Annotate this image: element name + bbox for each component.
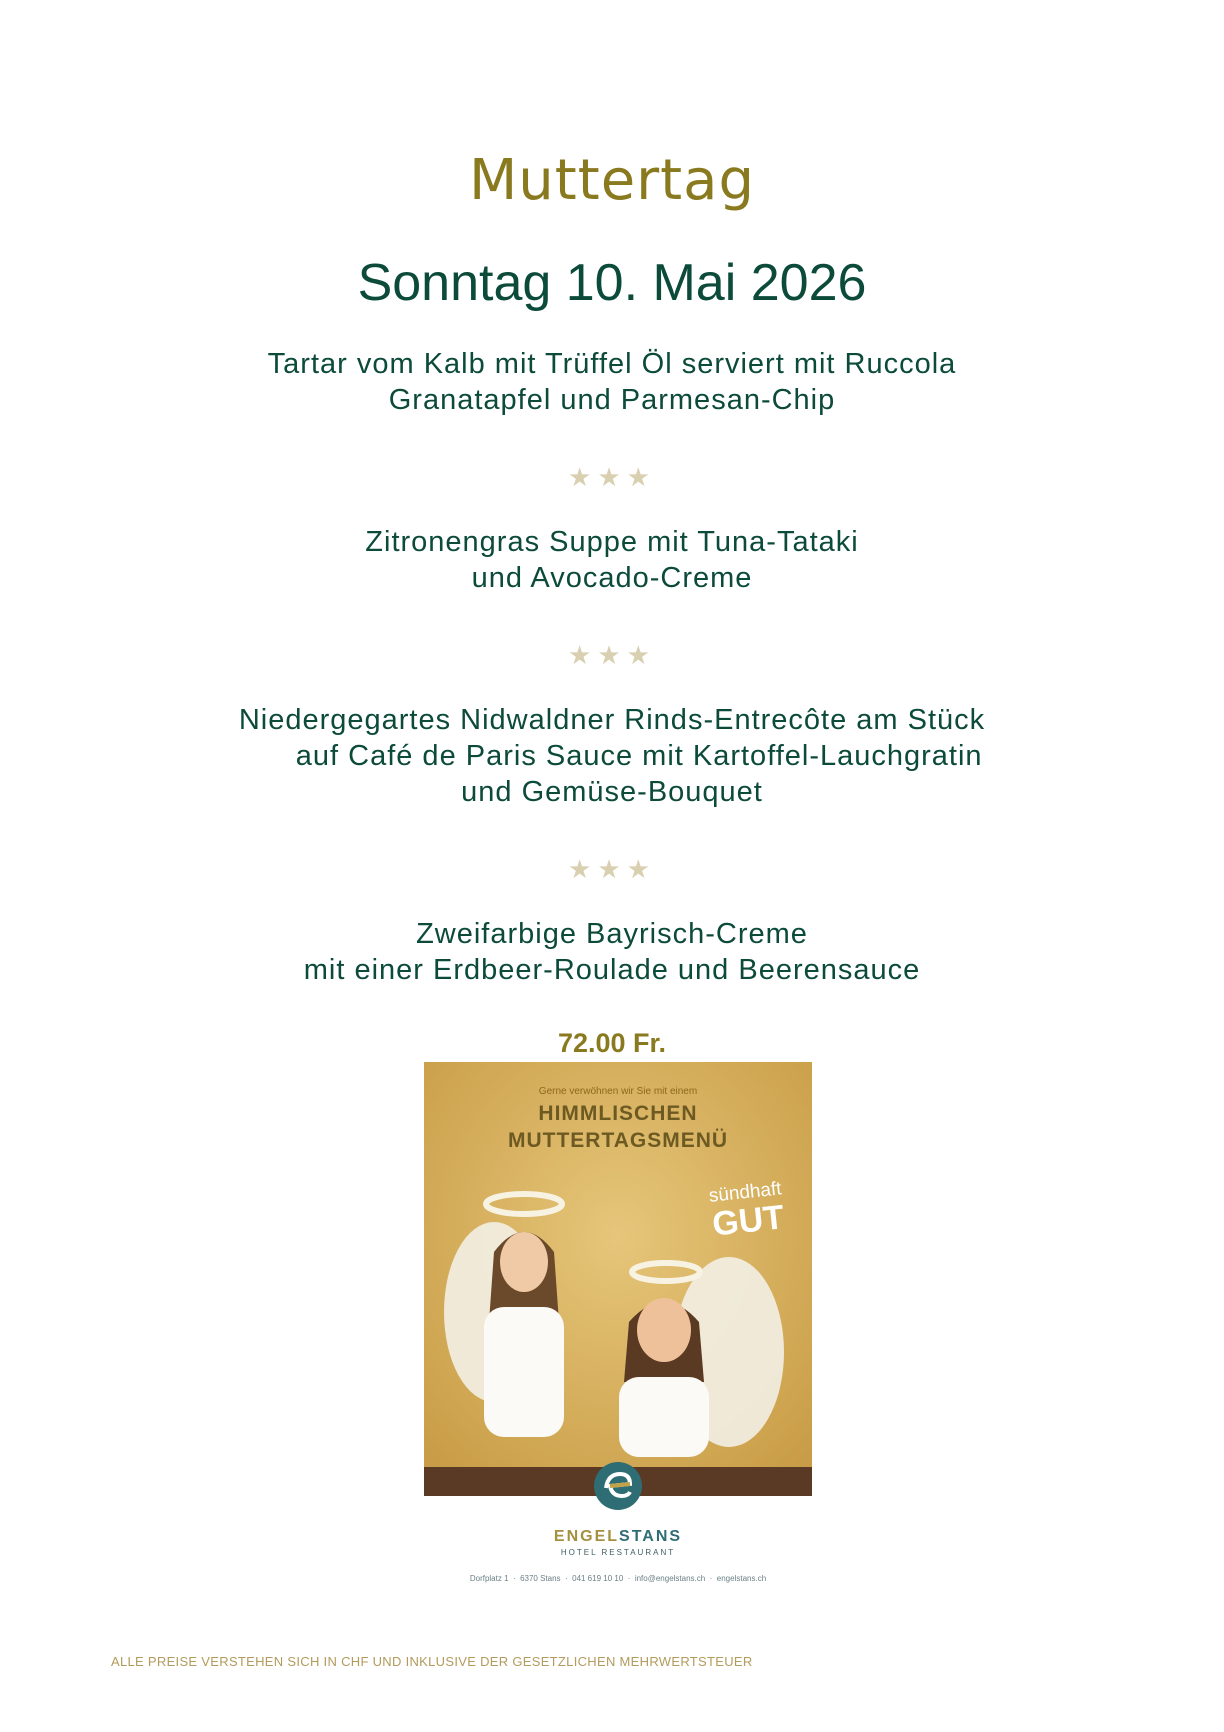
- course-line: und Gemüse-Bouquet: [461, 776, 763, 808]
- poster-badge: [689, 1176, 804, 1243]
- course-line: auf Café de Paris Sauce mit Kartoffel-Lauchgratin: [241, 740, 983, 772]
- poster-headline: [424, 1100, 812, 1154]
- poster-headline-line: MUTTERTAGSMENÜ: [507, 1129, 729, 1152]
- course-line: Tartar vom Kalb mit Trüffel Öl serviert mit Ruccola: [267, 348, 957, 380]
- course-1: [0, 346, 1224, 418]
- promo-poster: [424, 1062, 812, 1496]
- brand-tagline: HOTEL RESTAURANT: [560, 1548, 676, 1557]
- course-line: Zitronengras Suppe mit Tuna-Tataki: [365, 526, 859, 558]
- course-2: [0, 524, 1224, 596]
- badge-line-2: GUT: [710, 1198, 786, 1244]
- course-line: und Avocado-Creme: [471, 562, 753, 594]
- course-line: Niedergegartes Nidwaldner Rinds-Entrecôte am Stück: [238, 704, 986, 736]
- brand-name: [424, 1528, 812, 1546]
- course-4: [0, 916, 1224, 988]
- course-line: mit einer Erdbeer-Roulade und Beerensauce: [303, 954, 921, 986]
- price-disclaimer: ALLE PREISE VERSTEHEN SICH IN CHF UND INKLUSIVE DER GESETZLICHEN MEHRWERTSTEUER: [111, 1654, 753, 1669]
- contact-address: Dorfplatz 1 · 6370 Stans · 041 619 10 10 · info@engelstans.ch · engelstans.ch: [469, 1574, 767, 1583]
- page-title: Muttertag: [468, 148, 756, 213]
- engel-logo-icon: [592, 1460, 644, 1512]
- menu-price: 72.00 Fr.: [557, 1028, 667, 1058]
- poster-subtitle: Gerne verwöhnen wir Sie mit einem: [538, 1086, 698, 1097]
- star-separator: ★★★: [568, 854, 656, 884]
- event-date: Sonntag 10. Mai 2026: [357, 254, 867, 312]
- poster-headline-line: HIMMLISCHEN: [538, 1102, 698, 1125]
- brand-name-part-2: STANS: [619, 1528, 683, 1545]
- promo-flyer: [424, 1062, 812, 1600]
- brand-name-part-1: ENGEL: [553, 1528, 620, 1545]
- course-line: Granatapfel und Parmesan-Chip: [388, 384, 836, 416]
- course-line: Zweifarbige Bayrisch-Creme: [416, 918, 808, 950]
- star-separator: ★★★: [568, 462, 656, 492]
- badge-line-1: sündhaft: [707, 1178, 783, 1207]
- course-3: [0, 702, 1224, 810]
- star-separator: ★★★: [568, 640, 656, 670]
